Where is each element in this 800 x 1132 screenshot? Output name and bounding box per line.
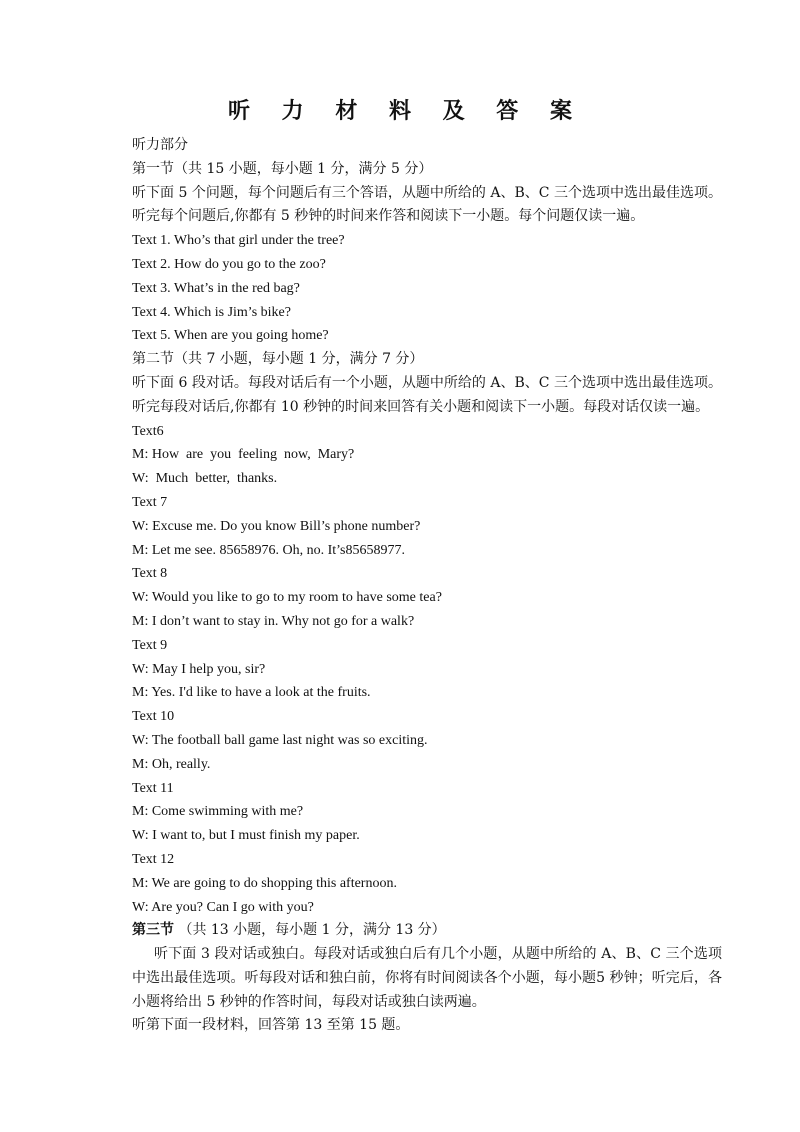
dialogue-line: M: How are you feeling now, Mary? bbox=[132, 447, 355, 463]
dialogue-line: W: Would you like to go to my room to have some tea? bbox=[132, 590, 442, 606]
dialogue-line: M: We are going to do shopping this afternoon. bbox=[132, 875, 397, 891]
part3-next-instruction: 听第下面一段材料，回答第 13 至第 15 题。 bbox=[132, 1017, 410, 1034]
dialogue-label: Text 9 bbox=[132, 637, 168, 653]
dialogue-label: Text 7 bbox=[132, 494, 168, 510]
dialogue-line: W: I want to, but I must finish my paper. bbox=[132, 828, 360, 844]
dialogue-line: W: Excuse me. Do you know Bill’s phone number? bbox=[132, 518, 421, 534]
dialogue-line: W: May I help you, sir? bbox=[132, 661, 266, 677]
dialogue-label: Text 8 bbox=[132, 566, 168, 582]
part1-heading: 第一节（共 15 小题，每小题 1 分，满分 5 分） bbox=[132, 160, 433, 177]
document-body bbox=[132, 134, 722, 1038]
part3-instructions: 听下面 3 段对话或独白。每段对话或独白后有几个小题，从题中所给的 A、B、C 三个选项中选出最佳选项。听每段对话和独白前，你将有时间阅读各个小题，每小题5 秒钟；听完后，各小题将给出 5 秒钟的作答时间，每段对话或独白读两遍。 bbox=[132, 946, 722, 1010]
part2-heading: 第二节（共 7 小题，每小题 1 分，满分 7 分） bbox=[132, 351, 424, 368]
section-label: 听力部分 bbox=[132, 137, 188, 153]
dialogue-line: W: Much better, thanks. bbox=[132, 471, 278, 487]
question-item: Text 2. How do you go to the zoo? bbox=[132, 256, 326, 272]
dialogue-label: Text6 bbox=[132, 423, 164, 439]
dialogue-label: Text 10 bbox=[132, 709, 175, 725]
dialogue-line: M: Let me see. 85658976. Oh, no. It’s85658977. bbox=[132, 542, 405, 558]
part3-heading bbox=[132, 919, 722, 943]
dialogue-label: Text 11 bbox=[132, 780, 174, 796]
dialogue-line: M: Yes. I'd like to have a look at the fruits. bbox=[132, 685, 371, 701]
dialogue-line: M: Oh, really. bbox=[132, 756, 211, 772]
dialogue-line: M: I don’t want to stay in. Why not go for a walk? bbox=[132, 613, 415, 629]
question-item: Text 1. Who’s that girl under the tree? bbox=[132, 233, 345, 249]
part3-heading-detail: （共 13 小题，每小题 1 分，满分 13 分） bbox=[174, 922, 446, 939]
dialogue-label: Text 12 bbox=[132, 851, 175, 867]
part1-instructions: 听下面 5 个问题，每个问题后有三个答语，从题中所给的 A、B、C 三个选项中选出最佳选项。听完每个问题后,你都有 5 秒钟的时间来作答和阅读下一小题。每个问题仅读一遍。 bbox=[132, 184, 722, 225]
part3-heading-label: 第三节 bbox=[132, 922, 174, 939]
page-title: 听 力 材 料 及 答 案 bbox=[228, 98, 584, 124]
question-item: Text 5. When are you going home? bbox=[132, 328, 329, 344]
question-item: Text 3. What’s in the red bag? bbox=[132, 280, 300, 296]
dialogue-line: W: The football ball game last night was so exciting. bbox=[132, 732, 428, 748]
question-item: Text 4. Which is Jim’s bike? bbox=[132, 304, 291, 320]
dialogue-line: M: Come swimming with me? bbox=[132, 804, 304, 820]
part2-instructions: 听下面 6 段对话。每段对话后有一个小题，从题中所给的 A、B、C 三个选项中选出最佳选项。听完每段对话后,你都有 10 秒钟的时间来回答有关小题和阅读下一小题。每段对话仅读一遍。 bbox=[132, 374, 722, 415]
dialogue-line: W: Are you? Can I go with you? bbox=[132, 899, 314, 915]
